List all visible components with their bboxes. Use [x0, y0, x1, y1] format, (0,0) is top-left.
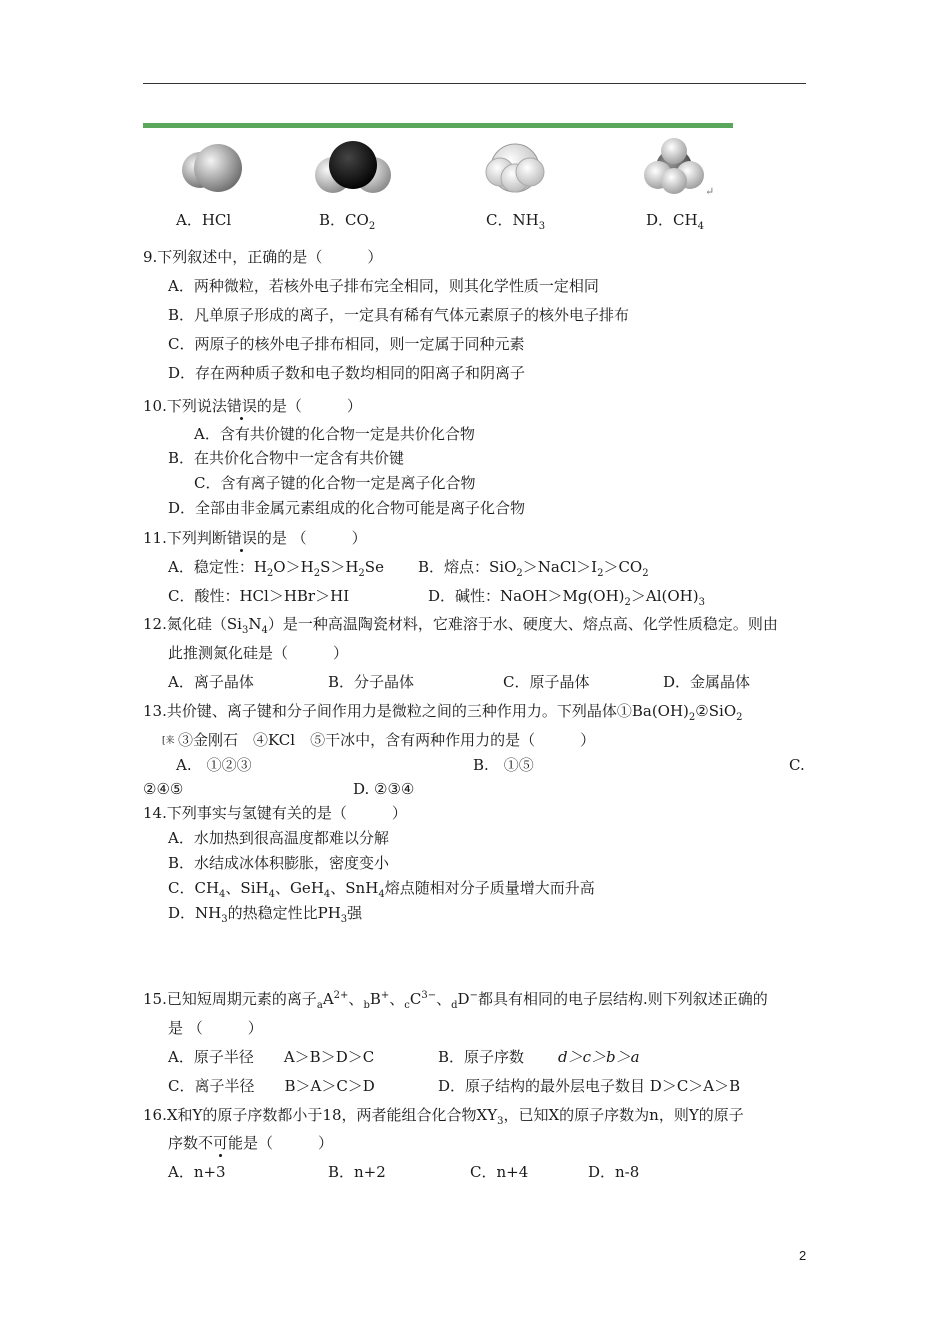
q12-option-a: A．离子晶体 — [168, 673, 254, 691]
q16-option-c: C．n+4 — [470, 1163, 529, 1181]
hcl-model-image — [178, 140, 248, 196]
q15-option-a: A．原子半径 A＞B＞D＞C — [168, 1048, 375, 1066]
q14-option-c: C．$CH_4$、SiH$_4$、GeH$_4$、SnH$_4$熔点随相对分子质量增大而升高 — [168, 879, 595, 900]
q10-option-a: A．含有共价键的化合物一定是共价化合物 — [194, 425, 475, 443]
q11-option-c: C．酸性：HCl＞HBr＞HI — [168, 587, 350, 605]
q12-option-c: C．原子晶体 — [503, 673, 590, 691]
q16-option-d: D．n-8 — [588, 1163, 640, 1181]
q9-option-b: B．凡单原子形成的离子，一定具有稀有气体元素原子的核外电子排布 — [168, 306, 630, 324]
q12-stem-line1: 12.氮化硅$(Si_3N_4)$是一种高温陶瓷材料，它难溶于水、硬度大、熔点高、化学性质稳定。则由 — [143, 615, 778, 636]
q8-option-d: D．$CH_4$ — [646, 211, 704, 232]
q12-stem-line2: 此推测氮化硅是（ ） — [168, 644, 349, 662]
q13-option-c-label: C. — [789, 756, 805, 774]
q9-option-a: A．两种微粒，若核外电子排布完全相同，则其化学性质一定相同 — [168, 277, 599, 295]
paragraph-mark-icon: ↵ — [705, 185, 715, 198]
q9-stem: 9.下列叙述中，正确的是（ ） — [143, 248, 383, 266]
q16-option-b: B．n+2 — [328, 1163, 386, 1181]
q15-stem-line2: 是 （ ） — [168, 1019, 263, 1037]
q8-option-a: A．HCl — [176, 211, 232, 229]
q13-option-d: D. ②③④ — [353, 780, 415, 798]
q10-stem: 10.下列说法错误的是（ ） — [143, 397, 362, 415]
q11-option-d: D．碱性：$NaOH>Mg(OH)_2>Al(OH)_3$ — [428, 587, 705, 608]
header-rule — [143, 83, 806, 84]
nh3-model-image — [482, 142, 548, 196]
q13-option-a: A. ①②③ — [176, 756, 252, 774]
q13-option-b: B. ①⑤ — [473, 756, 534, 774]
q12-option-d: D．金属晶体 — [663, 673, 751, 691]
q8-option-c: C．$NH_3$ — [486, 211, 546, 232]
q15-option-b: B．原子序数 d＞c＞b＞a — [438, 1048, 640, 1066]
q14-option-d: D．$NH_3$的热稳定性比$PH_3$强 — [168, 904, 363, 925]
q12-option-b: B．分子晶体 — [328, 673, 415, 691]
q10-option-d: D．全部由非金属元素组成的化合物可能是离子化合物 — [168, 499, 526, 517]
q9-option-d: D．存在两种质子数和电子数均相同的阳离子和阴离子 — [168, 364, 526, 382]
page-number: 2 — [799, 1248, 807, 1263]
q13-source-mark: [来 — [162, 736, 175, 746]
green-divider — [143, 123, 733, 128]
q16-stem-line1: 16.X和Y的原子序数都小于18，两者能组合化合物$XY_3$，已知X的原子序数为n，则Y的原子 — [143, 1106, 744, 1127]
q11-stem: 11.下列判断错误的是 （ ） — [143, 529, 367, 547]
ch4-model-image — [642, 137, 708, 197]
q9-option-c: C．两原子的核外电子排布相同，则一定属于同种元素 — [168, 335, 525, 353]
q14-stem: 14.下列事实与氢键有关的是（ ） — [143, 804, 407, 822]
q15-stem-line1: 15.已知短周期元素的离子$_aA^{2+}$、$_b$B+、$_cC^{3-}$、$_d$D−都具有相同的电子层结构.则下列叙述正确的 — [143, 990, 768, 1011]
q14-option-a: A．水加热到很高温度都难以分解 — [168, 829, 389, 847]
q15-option-c: C．离子半径 B＞A＞C＞D — [168, 1077, 375, 1095]
q11-option-b: B．熔点：$SiO_2>NaCl>I_2>CO_2$ — [418, 558, 649, 579]
q16-option-a: A．n+3 — [168, 1163, 226, 1181]
q11-option-a: A．稳定性：$H_2O>H_2S>H_2Se$ — [168, 558, 384, 579]
q10-option-c: C．含有离子键的化合物一定是离子化合物 — [194, 474, 476, 492]
q14-option-b: B．水结成冰体积膨胀，密度变小 — [168, 854, 390, 872]
co2-model-image — [313, 137, 393, 197]
q15-option-d: D．原子结构的最外层电子数目 D＞C＞A＞B — [438, 1077, 741, 1095]
q13-option-c-value: ②④⑤ — [143, 780, 184, 798]
q13-stem-line2: ③金刚石 ④KCl ⑤干冰中，含有两种作用力的是（ ） — [178, 731, 596, 749]
q13-stem-line1: 13.共价键、离子键和分子间作用力是微粒之间的三种作用力。下列晶体$①Ba(OH)_2②SiO_2$ — [143, 702, 743, 723]
q8-option-b: B．$CO_2$ — [319, 211, 376, 232]
q10-option-b: B．在共价化合物中一定含有共价键 — [168, 449, 405, 467]
q16-stem-line2: 序数不可能是（ ） — [168, 1134, 334, 1152]
